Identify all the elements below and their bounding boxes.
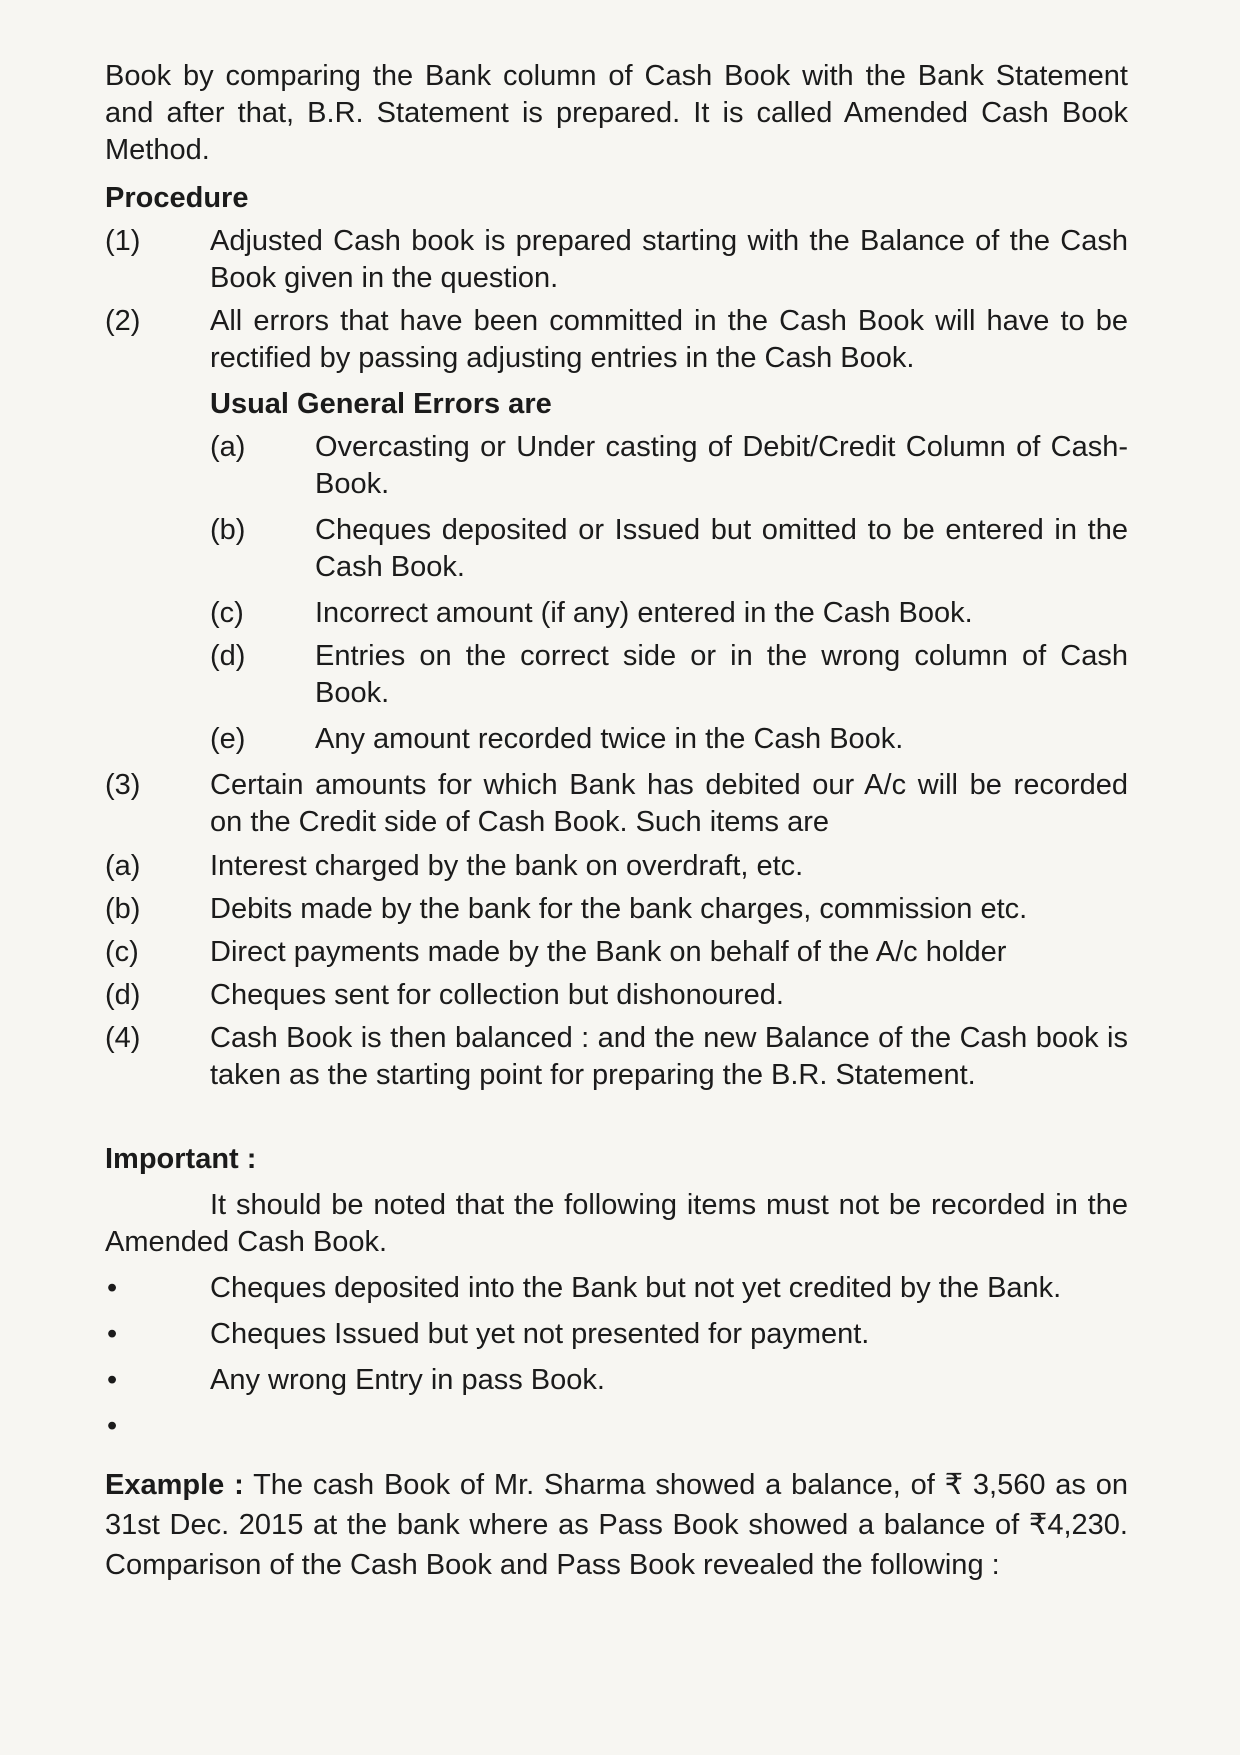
important-paragraph: It should be noted that the following items must not be recorded in the Amended Cash Book. [105, 1189, 1128, 1258]
step-number: (2) [105, 305, 141, 337]
debit-text: Interest charged by the bank on overdraft, etc. [210, 850, 804, 882]
error-letter: (c) [210, 597, 244, 629]
procedure-step-2 [105, 303, 1128, 377]
error-text: Any amount recorded twice in the Cash Book. [315, 723, 904, 755]
example-paragraph [105, 1465, 1128, 1585]
error-item [105, 429, 1128, 503]
step-text: All errors that have been committed in the Cash Book will have to be rectified by passing adjusting entries in the Cash Book. [210, 305, 1128, 374]
errors-heading: Usual General Errors are [210, 388, 552, 420]
error-item [105, 512, 1128, 586]
bullet-dot: • [107, 1318, 118, 1350]
debit-letter: (d) [105, 979, 141, 1011]
intro-paragraph: Book by comparing the Bank column of Cash Book with the Bank Statement and after that, B.R. Statement is prepared. It is called Amended Cash Book Method. [105, 60, 1128, 166]
step-number: (4) [105, 1022, 141, 1054]
step-text: Cash Book is then balanced : and the new Balance of the Cash book is taken as the starting point for preparing the B.R. Statement. [210, 1022, 1128, 1091]
debit-text: Debits made by the bank for the bank charges, commission etc. [210, 893, 1028, 925]
page-content [105, 58, 1128, 1585]
bullet-item [105, 1316, 1128, 1353]
step-text: Certain amounts for which Bank has debited our A/c will be recorded on the Credit side of Cash Book. Such items are [210, 769, 1128, 838]
error-item [105, 721, 1128, 758]
procedure-step-3 [105, 767, 1128, 841]
error-letter: (b) [210, 514, 246, 546]
step-number: (3) [105, 769, 141, 801]
procedure-heading: Procedure [105, 182, 249, 214]
bullet-text: Cheques Issued but yet not presented for payment. [210, 1318, 870, 1350]
bullet-dot: • [107, 1272, 118, 1304]
bullet-item [105, 1362, 1128, 1399]
example-text: The cash Book of Mr. Sharma showed a balance, of ₹ 3,560 as on 31st Dec. 2015 at the bank where as Pass Book showed a balance of ₹4,230. Comparison of the Cash Book and Pass Book revealed the following : [105, 1469, 1128, 1581]
procedure-step-1 [105, 223, 1128, 297]
debit-letter: (a) [105, 850, 141, 882]
error-text: Cheques deposited or Issued but omitted to be entered in the Cash Book. [315, 514, 1128, 583]
step-number: (1) [105, 225, 141, 257]
bullet-item [105, 1270, 1128, 1307]
bullet-text: Cheques deposited into the Bank but not yet credited by the Bank. [210, 1272, 1062, 1304]
example-label: Example : [105, 1469, 244, 1501]
debit-text: Direct payments made by the Bank on behalf of the A/c holder [210, 936, 1007, 968]
error-item [105, 595, 1128, 632]
bullet-item [105, 1408, 1128, 1445]
debit-item [105, 891, 1128, 928]
error-letter: (e) [210, 723, 246, 755]
error-text: Overcasting or Under casting of Debit/Credit Column of Cash-Book. [315, 431, 1128, 500]
important-heading: Important : [105, 1143, 257, 1175]
bullet-dot: • [107, 1364, 118, 1396]
bullet-text: Any wrong Entry in pass Book. [210, 1364, 605, 1396]
error-letter: (d) [210, 640, 246, 672]
debit-item [105, 934, 1128, 971]
debit-text: Cheques sent for collection but dishonoured. [210, 979, 784, 1011]
error-letter: (a) [210, 431, 246, 463]
debit-item [105, 977, 1128, 1014]
error-text: Incorrect amount (if any) entered in the Cash Book. [315, 597, 973, 629]
debit-letter: (c) [105, 936, 139, 968]
error-item [105, 638, 1128, 712]
error-text: Entries on the correct side or in the wrong column of Cash Book. [315, 640, 1128, 709]
procedure-step-4 [105, 1020, 1128, 1094]
step-text: Adjusted Cash book is prepared starting with the Balance of the Cash Book given in the question. [210, 225, 1128, 294]
bullet-dot: • [107, 1410, 118, 1442]
debit-item [105, 848, 1128, 885]
debit-letter: (b) [105, 893, 141, 925]
